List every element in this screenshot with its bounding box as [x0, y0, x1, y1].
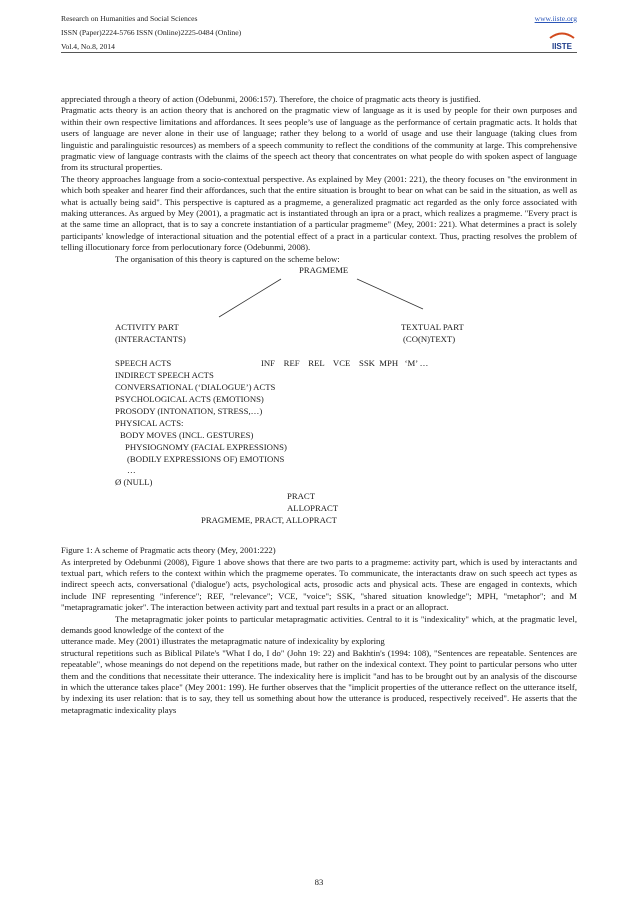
scheme-act-item: (BODILY EXPRESSIONS OF) EMOTIONS — [127, 454, 285, 465]
scheme-interactants: (INTERACTANTS) — [115, 334, 186, 345]
scheme-act-item: PHYSIOGNOMY (FACIAL EXPRESSIONS) — [125, 442, 287, 453]
scheme-act-item: Ø (NULL) — [115, 477, 153, 488]
scheme-act-item: CONVERSATIONAL (‘DIALOGUE’) ACTS — [115, 382, 276, 393]
iiste-logo-icon — [547, 28, 577, 52]
pragmeme-scheme-diagram — [61, 265, 577, 545]
journal-issn: ISSN (Paper)2224-5766 ISSN (Online)2225-0484 (Online) — [61, 28, 242, 37]
paragraph: The metapragmatic joker points to particular metapragmatic activities. Central to it is "indexicality" which, at the pragmatic level, demands good knowledge of the context of the — [61, 613, 577, 635]
scheme-act-item: BODY MOVES (INCL. GESTURES) — [120, 430, 254, 441]
scheme-allopract: ALLOPRACT — [287, 503, 339, 514]
scheme-context: (CO(N)TEXT) — [403, 334, 456, 345]
scheme-speech-acts: SPEECH ACTS — [115, 358, 172, 369]
scheme-pragmeme-title: PRAGMEME — [299, 265, 349, 276]
scheme-context-factors: INF REF REL VCE SSK MPH ‘M’ … — [261, 358, 429, 369]
logo-text: IISTE — [551, 42, 573, 51]
scheme-pract: PRACT — [287, 491, 316, 502]
figure-caption: Figure 1: A scheme of Pragmatic acts theory (Mey, 2001:222) — [61, 545, 276, 556]
journal-volume: Vol.4, No.8, 2014 — [61, 42, 115, 51]
page-body — [61, 94, 577, 716]
paragraph: The theory approaches language from a socio-contextual perspective. As explained by Mey (2001: 221), the theory focuses on "the environment in which both speaker and hearer find their affordances, such that the entire situation is brought to bear on what can be said in the situation, as well as what is actually being said". This perspective is captured as a pragmeme, a generalized pragmatic act regarded as the only force associated with making utterances. As argued by Mey (2001), a pragmatic act is instantiated through an ipra or a pract, which realizes a pragmeme. "Every pract is at the same time an allopract, that is to say a concrete instantiation of a particular pragmeme" (Mey, 2001: 221). What determines a pract is solely participants' knowledge of interactional situation and the potential effect of a pract in a particular context. Thus, practing resolves the problem of telling illocutionary force from perlocutionary force (Odebunmi, 2008). — [61, 173, 577, 253]
paragraph: structural repetitions such as Biblical Pilate's "What I do, I do" (John 19: 22) and Bakhtin's (1994: 108), "Sentences are repeatable. Sentences are repeatable", whose meanings do not depend on the repetitions made, but rather on the indexical context. They point to particular persons who utter them and the conditions that necessitate their utterance. The indexicality here is implicit "and has to be brought out by an analysis of the discourse in which the utterance takes place" (Mey 2001: 199). He further observes that the "implicit properties of the utterance reflect on the utterance itself, by indexing its user relation: that is to say, they tell us something about how the utterance is produced, respectively received". He asserts that the metapragmatic indexicality plays — [61, 647, 577, 715]
scheme-act-item: INDIRECT SPEECH ACTS — [115, 370, 214, 381]
journal-url-link[interactable]: www.iiste.org — [534, 14, 577, 23]
paragraph: appreciated through a theory of action (Odebunmi, 2006:157). Therefore, the choice of pragmatic acts theory is justified. — [61, 94, 481, 104]
scheme-activity-part: ACTIVITY PART — [115, 322, 179, 333]
connector-line-right — [357, 279, 423, 309]
journal-header — [61, 12, 577, 54]
journal-title: Research on Humanities and Social Sciences — [61, 14, 198, 23]
scheme-act-item: PROSODY (INTONATION, STRESS,…) — [115, 406, 263, 417]
paragraph: The organisation of this theory is captured on the scheme below: — [115, 253, 340, 264]
scheme-act-item: PHYSICAL ACTS: — [115, 418, 184, 429]
scheme-textual-part: TEXTUAL PART — [401, 322, 464, 333]
paragraph: Pragmatic acts theory is an action theory that is anchored on the pragmatic view of language as it is used by people for their own purposes and within their own respective limitations and affordances. It sees people’s use of language as the performance of certain pragmatic acts. It holds that users of language are never alone in their use of language; rather they belong to a world of usage and use their language (taking clues from linguistic and paralinguistic resources) as members of a speech community to reflect the conditions of the community at large. This comprehensive pragmatic view of language contrasts with the claims of the speech act theory that concentrates on what people do with spoken aspect of language from its structural properties. — [61, 105, 577, 173]
header-rule — [61, 52, 577, 53]
scheme-act-item: … — [127, 465, 136, 476]
scheme-act-item: PSYCHOLOGICAL ACTS (EMOTIONS) — [115, 394, 264, 405]
paragraph: As interpreted by Odebunmi (2008), Figure 1 above shows that there are two parts to a pragmeme: activity part, which is used by interactants and textual part, which refers to the context within which the pragmeme operates. To communicate, the interactants draw on such speech act types as indirect speech acts, conversational ('dialogue') acts, psychological acts, prosodic acts and physical acts. These are engaged in contexts, which include INF representing "inference"; REF, "relevance"; VCE, "voice"; SSK, "shared situation knowledge"; MPH, "metaphor"; and M "metapragramatic joker". The interaction between activity part and textual part results in a pract or an allopract. — [61, 556, 577, 613]
page-number: 83 — [314, 877, 324, 887]
scheme-bottom-line: PRAGMEME, PRACT, ALLOPRACT — [201, 515, 337, 526]
connector-line-left — [219, 279, 281, 317]
paragraph: utterance made. Mey (2001) illustrates the metapragmatic nature of indexicality by exploring — [61, 636, 385, 647]
